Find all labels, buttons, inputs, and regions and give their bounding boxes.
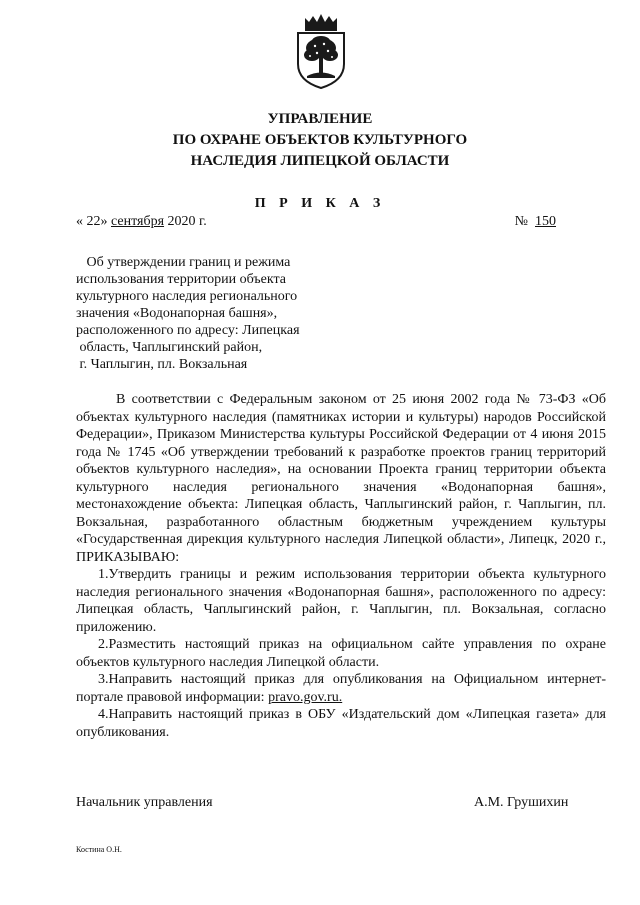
lipetsk-coat-of-arms-icon [293,14,349,90]
order-item-4: 4.Направить настоящий приказ в ОБУ «Издательский дом «Липецкая газета» для опубликования. [76,707,606,740]
header-line-1: УПРАВЛЕНИЕ [267,111,373,127]
subject-line: использования территории объекта [76,272,286,287]
subject-line: область, Чаплыгинский район, [76,340,263,355]
order-item-3 [76,671,606,706]
order-item-2: 2.Разместить настоящий приказ на официальном сайте управления по охране объектов культурного наследия Липецкой области. [76,637,606,670]
subject-line: г. Чаплыгин, пл. Вокзальная [76,357,248,372]
order-number [515,214,556,230]
order-subject [76,254,336,373]
order-item-3-text: 3.Направить настоящий приказ для опубликования на Официальном интернет-портале правовой информации: [76,672,606,705]
header-line-2: ПО ОХРАНЕ ОБЪЕКТОВ КУЛЬТУРНОГО [172,132,468,148]
subject-line: значения «Водонапорная башня», [76,306,278,321]
order-title: П Р И К А З [254,196,386,211]
order-date-year: 2020 г. [167,214,207,229]
subject-line: культурного наследия регионального [76,289,298,304]
order-body [76,391,606,741]
signature-name: А.М. Грушихин [474,795,569,810]
pravo-gov-link[interactable]: pravo.gov.ru. [268,689,343,705]
order-item-1: 1.Утвердить границы и режим использования территории объекта культурного наследия регионального значения «Водонапорная башня», расположенного по адресу: Липецкая область, Чаплыгинский район, г. Чаплыгин, пл. Вокзальная, согласно приложению. [76,567,606,635]
order-dateline [76,214,556,230]
subject-line: расположенного по адресу: Липецкая [76,323,300,338]
order-date-day: « 22» [76,214,108,229]
subject-line: Об утверждении границ и режима [76,255,291,270]
signature-position: Начальник управления [76,795,213,810]
executor-name: Костина О.Н. [76,845,122,854]
order-date-month: сентября [111,214,165,229]
order-number-label: № [514,214,528,229]
header-line-3: НАСЛЕДИЯ ЛИПЕЦКОЙ ОБЛАСТИ [190,153,450,169]
order-number-value: 150 [535,214,556,229]
preamble-paragraph: В соответствии с Федеральным законом от 25 июня 2002 года № 73-ФЗ «Об объектах культурного наследия (памятниках истории и культуры) народов Российской Федерации», Приказом Министерства культуры Российской Федерации от 4 июня 2015 года № 1745 «Об утверждении требований к разработке проектов границ территорий объектов культурного наследия», на основании Проекта границ территории объекта культурного наследия регионального значения «Водонапорная башня», местонахождение объекта: Липецкая область, Чаплыгинский район, г. Чаплыгин, пл. Вокзальная, разработанного областным бюджетным учреждением культуры «Государственная дирекция культурного наследия Липецкой области», Липецк, 2020 г., ПРИКАЗЫВАЮ: [76,392,606,565]
